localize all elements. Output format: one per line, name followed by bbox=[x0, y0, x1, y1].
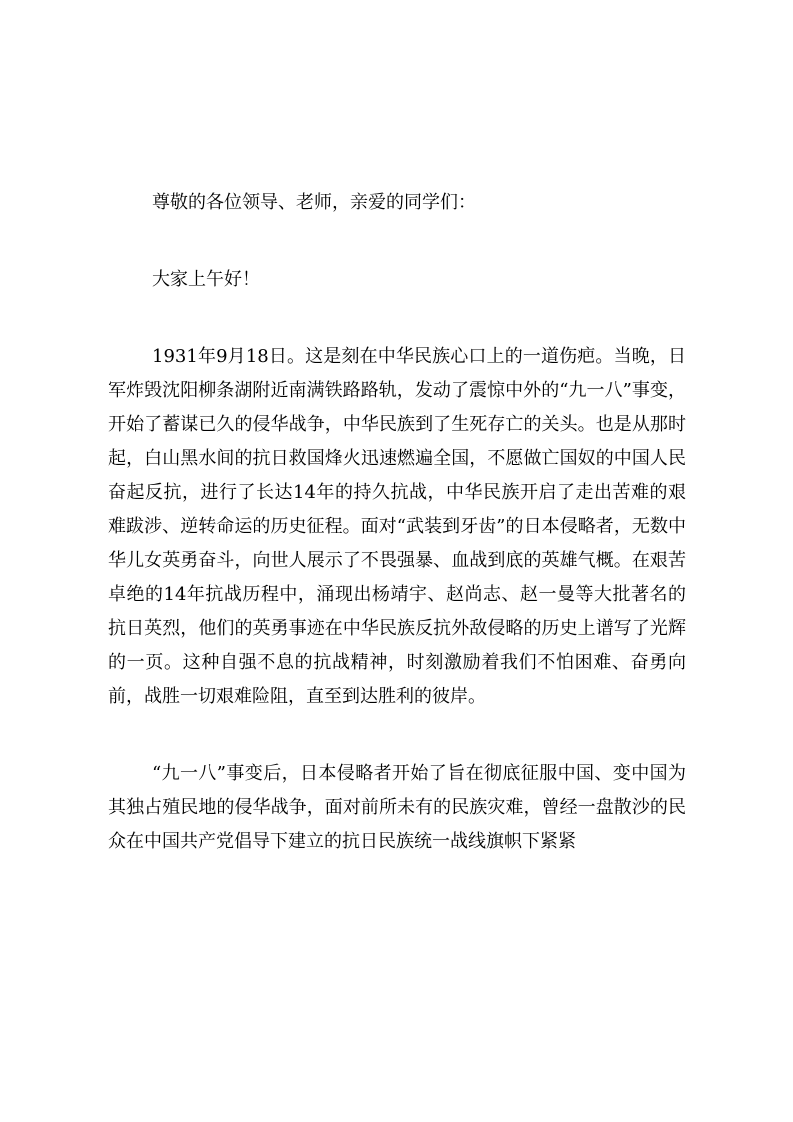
document-body bbox=[108, 186, 686, 859]
body-paragraph-1: 1931年9月18日。这是刻在中华民族心口上的一道伤疤。当晚，日军炸毁沈阳柳条湖附近南满铁路路轨，发动了震惊中外的“九一八”事变，开始了蓄谋已久的侵华战争，中华民族到了生死存亡的关头。也是从那时起，白山黑水间的抗日救国烽火迅速燃遍全国，不愿做亡国奴的中国人民奋起反抗，进行了长达14年的持久抗战，中华民族开启了走出苦难的艰难跋涉、逆转命运的历史征程。面对“武装到牙齿”的日本侵略者，无数中华儿女英勇奋斗，向世人展示了不畏强暴、血战到底的英雄气概。在艰苦卓绝的14年抗战历程中，涌现出杨靖宇、赵尚志、赵一曼等大批著名的抗日英烈，他们的英勇事迹在中华民族反抗外敌侵略的历史上谱写了光辉的一页。这种自强不息的抗战精神，时刻激励着我们不怕困难、奋勇向前，战胜一切艰难险阻，直至到达胜利的彼岸。 bbox=[108, 346, 686, 707]
body-paragraph-2: “九一八”事变后，日本侵略者开始了旨在彻底征服中国、变中国为其独占殖民地的侵华战争，面对前所未有的民族灾难，曾经一盘散沙的民众在中国共产党倡导下建立的抗日民族统一战线旗帜下紧紧 bbox=[108, 763, 686, 852]
salutation-line: 尊敬的各位领导、老师，亲爱的同学们： bbox=[152, 192, 476, 213]
greeting-line: 大家上午好！ bbox=[152, 269, 260, 290]
